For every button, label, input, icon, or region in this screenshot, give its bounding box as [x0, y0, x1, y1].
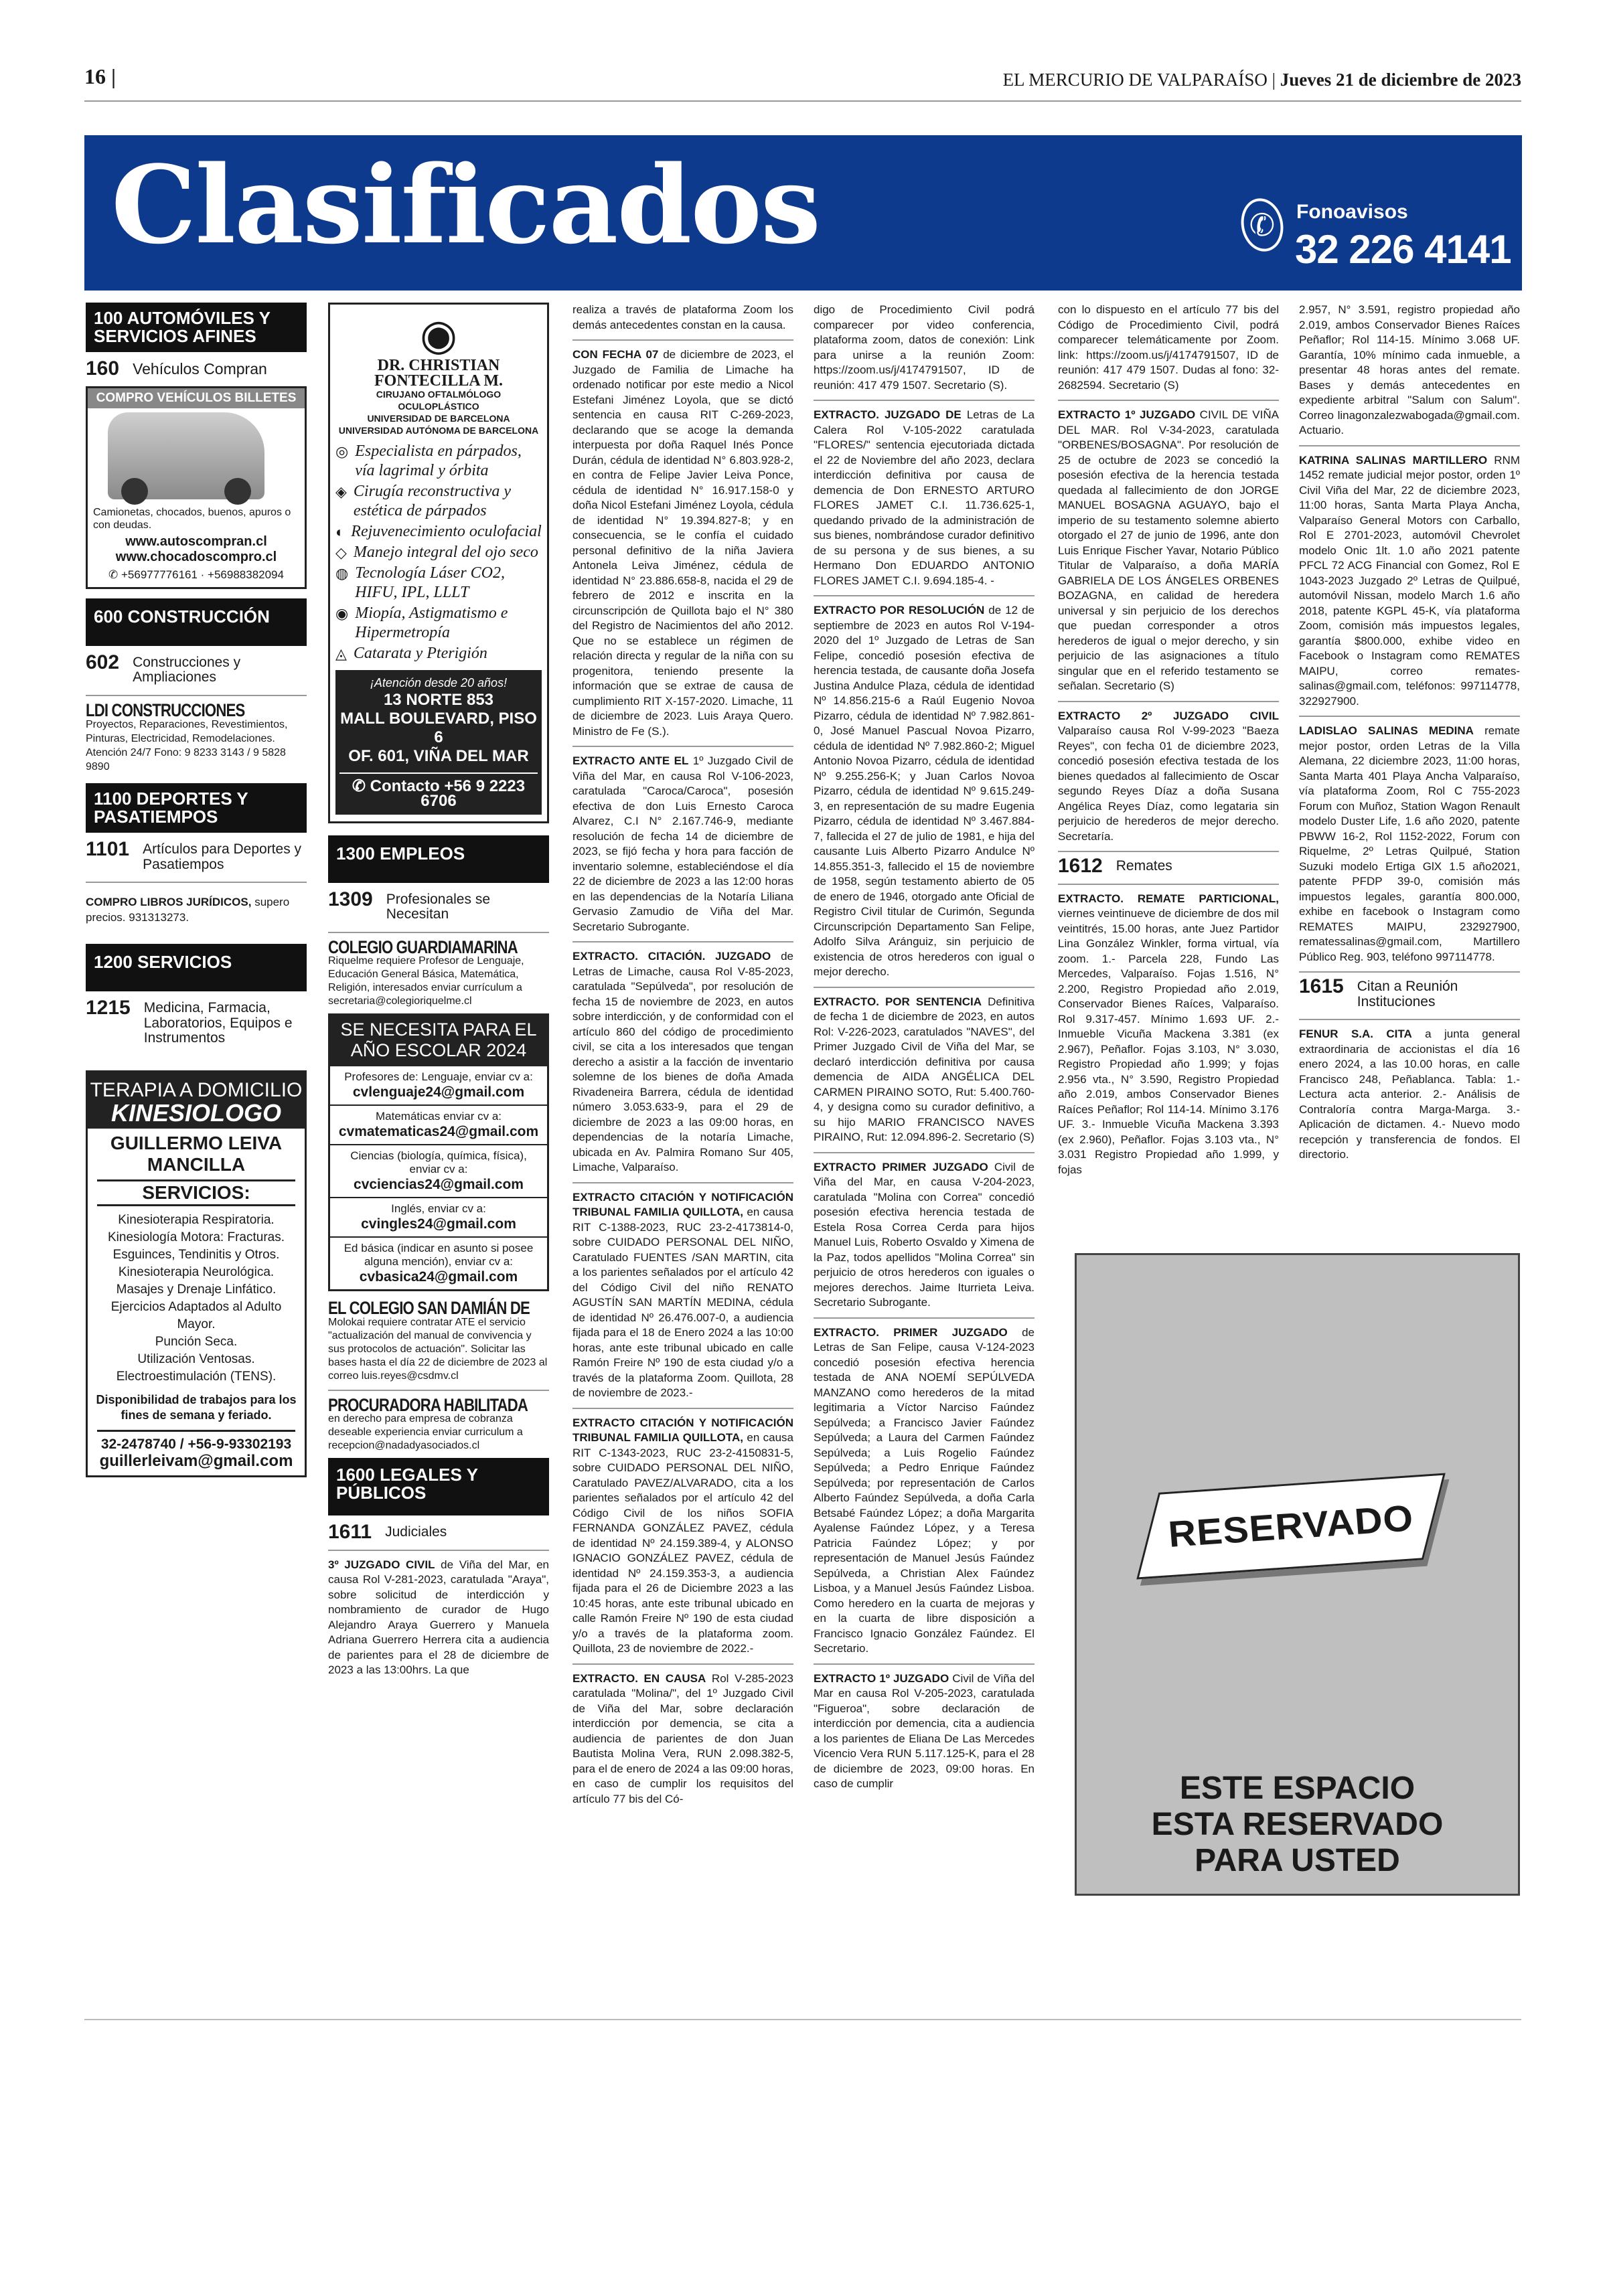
divider	[572, 339, 793, 341]
divider	[1299, 1019, 1520, 1020]
dr-service-item	[335, 564, 542, 602]
notice-body: de Viña del Mar, en causa Rol V-281-2023, caratulada "Araya", sobre solicitud de interdicción y nombramiento de curador de Hugo Alejandro Araya Guerrero y Manuela Adriana Guerrero Herrera cita a audiencia de parientes para el 28 de diciembre de 2023 a las 13:00hrs. La que	[328, 1558, 550, 1676]
necesita-subject: Matemáticas enviar cv a:	[375, 1110, 502, 1123]
legal-notice	[572, 754, 793, 934]
divider	[1299, 716, 1520, 717]
column-4	[814, 303, 1035, 1797]
divider	[572, 1663, 793, 1665]
subsection-1612	[1058, 855, 1279, 877]
notice-body: de Letras de Limache, causa Rol V-85-2023, caratulada "Sepúlveda", por resolución de fecha 15 de noviembre de 2023, en autos sobre interdicción, y de conformidad con el artículo 860 del código de procedimiento civil, se cita a los interesados que tengan derecho a asistir a la facción de inventario solemne de los bienes de doña Amada Rivadeneira Barrera, cédula de identidad número 3.053.633-9, para el 29 de diciembre de 2023 a las 09:00 horas, en dependencias de la notaría Limache, ubicada en Av. Palmira Romano Sur 405, Limache, Valparaíso.	[572, 950, 793, 1173]
legal-notice	[1058, 408, 1279, 694]
kine-banner-line1: TERAPIA A DOMICILIO	[90, 1078, 303, 1101]
divider	[814, 987, 1035, 988]
dr-service-item	[335, 442, 542, 481]
dr-contact	[339, 772, 538, 809]
necesita-email[interactable]: cvbasica24@gmail.com	[359, 1269, 518, 1285]
notice-head: KATRINA SALINAS MARTILLERO	[1299, 453, 1488, 467]
masthead	[1003, 70, 1521, 90]
notice-head: 3º JUZGADO CIVIL	[328, 1558, 435, 1571]
legal-notice	[814, 408, 1035, 588]
subsection-title: Remates	[1116, 858, 1172, 874]
notice-body: Civil de Viña del Mar, en causa V-204-2023, caratulada "Molina con Correa" concedió posesión efectiva herencia testada de Estela Rosa Correa Cerda para hijos Manuel Luis, Roberto Osvaldo y Ximena de la Paz, todos apellidos "Molina Correa" sin perjuicio de otros herederos con iguales o mejores derechos. Jaime Iturrieta Leiva. Secretario Subrogante.	[814, 1160, 1035, 1309]
damian-title: EL COLEGIO SAN DAMIÁN DE	[328, 1298, 530, 1318]
divider	[97, 1204, 295, 1206]
top-rule	[84, 100, 1521, 102]
kine-service-item: Kinesiología Motora: Fracturas.	[107, 1230, 285, 1244]
subsection-number: 160	[86, 357, 120, 380]
kine-service-item: Esguinces, Tendinitis y Otros.	[112, 1248, 280, 1262]
dr-addr1: 13 NORTE 853	[383, 690, 494, 709]
divider	[814, 595, 1035, 596]
fenur-notice	[1299, 1027, 1520, 1163]
subsection-number: 602	[86, 651, 120, 673]
car-ad-web2[interactable]: www.chocadoscompro.cl	[115, 550, 277, 564]
kine-service-item: Kinesioterapia Neurológica.	[118, 1265, 275, 1279]
notice-head: EXTRACTO 1º JUZGADO	[814, 1671, 949, 1685]
section-banner	[84, 135, 1522, 291]
column-3	[572, 303, 793, 1812]
section-1200: 1200 SERVICIOS	[86, 944, 307, 991]
divider	[572, 941, 793, 942]
dr-service-text: Manejo integral del ojo seco	[353, 544, 538, 561]
car-ad-web1[interactable]: www.autoscompran.cl	[125, 534, 267, 549]
dr-service-item	[335, 543, 542, 562]
necesita-subject: Profesores de: Lenguaje, enviar cv a:	[344, 1070, 533, 1083]
section-1600: 1600 LEGALES Y PÚBLICOS	[328, 1458, 549, 1515]
dr-addr2: MALL BOULEVARD, PISO 6	[340, 709, 537, 746]
section-1300: 1300 EMPLEOS	[328, 835, 549, 883]
reserved-ad-space	[1075, 1253, 1520, 1896]
notice-head: EXTRACTO CITACIÓN Y NOTIFICACIÓN TRIBUNAL FAMILIA QUILLOTA,	[572, 1190, 793, 1218]
subsection-602	[86, 651, 307, 685]
necesita-email[interactable]: cvingles24@gmail.com	[361, 1216, 516, 1232]
car-photo	[108, 412, 264, 499]
column-5-notices	[1058, 303, 1279, 844]
divider	[86, 882, 307, 883]
doctor-ad	[328, 303, 549, 823]
notice-body: en causa RIT C-1388-2023, RUC 23-2-4173814-0, sobre CUIDADO PERSONAL DEL NIÑO, Caratulado FUENTES /SAN MARTIN, cita a los parientes señalados por el artículo 42 del Código Civil del niño RENATO AGUSTÍN SAN MARTÍN MEDINA, cédula de identidad Nº 26.476.007-0, a audiencia fijada para el 18 de Enero 2024 a las 10:00 horas, ante este tribunal ubicado en calle Ramón Freire Nº 190 de esta ciudad y/o a través de la plataforma Zoom. Quillota, 28 de noviembre de 2023.-	[572, 1206, 793, 1399]
notice-head: EXTRACTO. POR SENTENCIA	[814, 995, 982, 1008]
divider	[86, 695, 307, 696]
notice-body: con lo dispuesto en el artículo 77 bis del Código de Procedimiento Civil, podrá comparecer telemáticamente por Zoom. link: https://zoom.us/j/4174791507, ID de reunión: 417 479 1507. Dudas al fono: 32-2682594. Secretario (S)	[1058, 303, 1279, 392]
reserved-line1: ESTE ESPACIO	[1179, 1771, 1415, 1806]
fonoavisos-number: 32 226 4141	[1295, 227, 1511, 272]
divider	[328, 932, 549, 933]
notice-head: EXTRACTO PRIMER JUZGADO	[814, 1160, 988, 1173]
legal-notice	[814, 603, 1035, 980]
subsection-title: Judiciales	[385, 1524, 447, 1540]
dr-service-text: Cirugía reconstructiva y estética de párpados	[353, 483, 511, 519]
necesita-subject: Ciencias (biología, química, física), enviar cv a:	[350, 1149, 527, 1175]
subsection-number: 1101	[86, 838, 130, 860]
kine-service-item: Utilización Ventosas.	[137, 1352, 255, 1366]
divider	[814, 400, 1035, 401]
car-ad-phones: ✆ +56977776161 · +56988382094	[108, 568, 284, 581]
legal-notice	[1299, 453, 1520, 710]
bottom-rule	[84, 2019, 1521, 2020]
judicial-notice	[328, 1558, 549, 1678]
legal-notice	[814, 995, 1035, 1145]
notice-head: EXTRACTO. JUZGADO DE	[814, 408, 962, 421]
issue-date: Jueves 21 de diciembre de 2023	[1280, 70, 1521, 90]
notice-body: Civil de Viña del Mar en causa Rol V-205-2023, caratulada "Figueroa", sobre declaración de interdicción por demencia, cita a audiencia a los parientes de Eliana De Las Mercedes Vicencio Vera RUN 5.117.125-K, para el 28 de diciembre de 2023, 09:00 horas. En caso de cumplir	[814, 1671, 1035, 1790]
legal-notice	[572, 1190, 793, 1401]
dr-sub1: CIRUJANO OFTALMÓLOGO OCULOPLÁSTICO	[376, 389, 502, 412]
legal-notice	[1058, 303, 1279, 393]
necesita-item	[330, 1065, 547, 1104]
subsection-title: Construcciones y Ampliaciones	[133, 654, 241, 685]
paper-name: EL MERCURIO DE VALPARAÍSO |	[1002, 70, 1276, 90]
dr-years: ¡Atención desde 20 años!	[370, 676, 508, 689]
divider	[1058, 400, 1279, 401]
car-buy-ad	[86, 386, 307, 589]
dr-service-item	[335, 604, 542, 643]
notice-body: RNM 1452 remate judicial mejor postor, orden 1º Civil Viña del Mar, 22 de diciembre 2023, 11:00 horas, Santa Marta Playa Ancha, Valparaíso General Motors con Carballo, Rol E 2701-2023, automóvil Chevrolet modelo Onic 1lt. 1.0 año 2021 patente PFCL 72 ACG Financial con Gomez, Rol E 1043-2023 Juzgado 2º Letras de Quilpué, automóvil Nissan, modelo March 1.6 año 2018, patente KGPL 45-K, vía plataforma Zoom, comisión más impuestos legales, garantía $800.000, exhibe video en Facebook o Instagram como REMATES MAIPU, correo remates-salinas@gmail.com, teléfonos: 997114778, 322927900.	[1299, 453, 1520, 708]
kine-note: Disponibilidad de trabajos para los fines de semana y feriado.	[96, 1393, 297, 1422]
kine-service-item: Masajes y Drenaje Linfático.	[116, 1283, 277, 1297]
car-ad-text: Camionetas, chocados, buenos, apuros o con deudas.	[93, 507, 291, 531]
column-6-notices	[1299, 303, 1520, 965]
phone-icon: ✆	[1236, 194, 1288, 255]
notice-head: CON FECHA 07	[572, 348, 659, 361]
ldi-title: LDI CONSTRUCCIONES	[86, 700, 245, 720]
necesita-item	[330, 1144, 547, 1197]
notice-body: remate mejor postor, orden Letras de la Villa Alemana, 22 diciembre 2023, 11:00 horas, Santa Marta 401 Playa Ancha Valparaíso, vía plataforma Zoom, Rol C 755-2023 Forum con Muñoz, Station Wagon Renault modelo Duster Life, 1.6 año 2020, patente PBWW 16-2, Rol 1152-2022, Forum con Riquelme, 2º Letras Quilpué, Station Suzuki modelo Ertiga GlX 1.5 año2021, patente PFDP 39-0, comisión más impuestos legales, garantía 800.000, exhibe en facebook o Instagram como REMATES MAIPU, 232927900, rematessalinas@gmail.com, Martillero Público Reg. 903, teléfono 997114778.	[1299, 724, 1520, 963]
ldi-text: Proyectos, Reparaciones, Revestimientos, Pinturas, Electricidad, Remodelaciones. Atención 24/7 Fono: 9 8233 3143 / 9 5828 9890	[86, 719, 288, 772]
legal-notice	[1299, 303, 1520, 438]
necesita-subject: Inglés, enviar cv a:	[391, 1202, 486, 1215]
column-1	[86, 303, 307, 1477]
dr-service-text: Rejuvenecimiento oculofacial	[351, 523, 542, 540]
legal-notice	[1058, 709, 1279, 845]
notice-body: de 12 de septiembre de 2023 en autos Rol V-194-2020 del 1º Juzgado de Letras de San Felipe, concedió posesión efectiva de herencia testada, de causante doña Josefa Justina Andulce Plaza, cédula de identidad Nº 14.856.215-6 a Raúl Eugenio Novoa Pizarro, cédula de identidad Nº 7.982.861-0, José Manuel Pascual Novoa Pizarro, cédula de identidad Nº 7.982.860-2; Miguel Antonio Novoa Pizarro, cédula de identidad Nº 9.255.256-K; y Juan Carlos Novoa Pizarro, cédula de identidad Nº 9.615.249-3, en representación de su madre Eugenia Pizarro, cédula de identidad Nº 3.467.884-7, fallecida el 27 de julio de 1981, e hija del causante Luis Alberto Pizarro Andulce Nº 14.855.351-3, fallecido el 15 de noviembre de 1958, según testamento abierto de 05 de enero de 1946, otorgado ante Oficial de Registro Civil titular de Curimón, Segunda Circunscripción Departamento San Felipe, Adolfo Silva Aránguiz, sin perjuicio de existencia de otros herederos con igual o mejor derecho.	[814, 604, 1035, 978]
wheel-icon	[121, 478, 148, 505]
section-600: 600 CONSTRUCCIÓN	[86, 598, 307, 646]
notice-body: 1º Juzgado Civil de Viña del Mar, en causa Rol V-106-2023, caratulada "Caroca/Caroca", posesión efectiva de don Luis Ernesto Caroca Alvarez, C.I N° 2.167.746-9, mediante resolución de fecha 14 de diciembre de 2023, se fijó fecha y hora para facción de inventario solemne, estableciéndose el día 22 de diciembre de 2023 a las 12:00 horas en las dependencias de la Notaría Liliana Gervasio Zamudio de Viña del Mar. Secretario Subrogante.	[572, 754, 793, 933]
dr-sub3: UNIVERSIDAD AUTÓNOMA DE BARCELONA	[338, 425, 539, 436]
kine-service-item: Electroestimulación (TENS).	[116, 1370, 277, 1384]
kine-email[interactable]: guillerleivam@gmail.com	[99, 1451, 293, 1470]
subsection-title: Medicina, Farmacia, Laboratorios, Equipos e Instrumentos	[143, 1000, 293, 1046]
eye-icon: ◉	[420, 311, 457, 359]
divider	[328, 1390, 549, 1391]
divider	[1058, 851, 1279, 852]
reserved-message	[1077, 1771, 1518, 1879]
divider	[1058, 884, 1279, 885]
notice-head: EXTRACTO ANTE EL	[572, 754, 689, 767]
dr-service-text: Catarata y Pterigión	[353, 645, 487, 662]
remate-notice	[1058, 892, 1279, 1178]
notice-body: 2.957, N° 3.591, registro propiedad año 2.019, ambos Conservador Bienes Raíces Peñaflor; Rol 114-15. Mínimo 3.068 UF. Garantía, 10% mínimo cada inmueble, a presentar 48 horas antes del remate. Bases y demás antecedentes en expediente arbitral "Salum con Salum". Correo linagonzalezwabogada@gmail.com. Actuario.	[1299, 303, 1520, 436]
notice-body: realiza a través de plataforma Zoom los demás antecedentes constan en la causa.	[572, 303, 793, 331]
legal-notice	[572, 949, 793, 1175]
notice-head: EXTRACTO CITACIÓN Y NOTIFICACIÓN TRIBUNAL FAMILIA QUILLOTA,	[572, 1416, 793, 1444]
subsection-number: 1309	[328, 888, 373, 910]
legal-notice	[572, 1671, 793, 1807]
guardia-text: Riquelme requiere Profesor de Lenguaje, Educación General Básica, Matemática, Religión, interesados enviar currículum a secretaria@colegioriquelme.cl	[328, 955, 524, 1007]
divider	[814, 1663, 1035, 1665]
kine-banner	[88, 1072, 305, 1129]
kine-services-title: SERVICIOS:	[142, 1181, 250, 1203]
subsection-number: 1215	[86, 997, 131, 1019]
kine-service-item: Kinesioterapia Respiratoria.	[118, 1213, 275, 1227]
service-bullet-icon: ◐	[335, 523, 345, 540]
dr-address-block	[335, 670, 542, 815]
subsection-1215	[86, 997, 307, 1046]
subsection-1611	[328, 1521, 549, 1543]
notice-body: en causa RIT C-1343-2023, RUC 23-2-4150831-5, sobre CUIDADO PERSONAL DEL NIÑO, Caratulado PAVEZ/ALVARADO, cita a los parientes señalados por el artículo 42 del Código Civil de los niños SOFIA FERNANDA GONZÁLEZ PAVEZ, cédula de identidad Nº 24.159.389-4, y ALONSO IGNACIO GONZÁLEZ PAVEZ, cédula de identidad Nº 24.159.353-3, a audiencia fijada para el 26 de Diciembre 2023 a las 10:45 horas, ante este tribunal ubicado en calle Ramón Freire Nº 190 de esta ciudad y/o a través de la plataforma zoom. Quillota, 23 de noviembre de 2022.-	[572, 1431, 793, 1655]
notice-head: FENUR S.A. CITA	[1299, 1028, 1412, 1040]
subsection-1615	[1299, 975, 1520, 1009]
section-100: 100 AUTOMÓVILES Y SERVICIOS AFINES	[86, 303, 307, 352]
divider	[328, 1550, 549, 1551]
dr-service-text: Tecnología Láser CO2, HIFU, IPL, LLLT	[355, 564, 506, 601]
section-1100: 1100 DEPORTES Y PASATIEMPOS	[86, 783, 307, 833]
notice-body: Rol V-285-2023 caratulada "Molina/", del 1º Juzgado Civil de Viña del Mar, sobre declaración interdicción por demencia, se cita a audiencia de parientes de don Juan Bautista Molina Vera, RUN 2.098.382-5, para el de enero de 2024 a las 09:00 horas, en caso de cumplir los requisitos del artículo 77 bis del Có-	[572, 1671, 793, 1805]
kine-service-item: Punción Seca.	[155, 1335, 238, 1349]
subsection-title: Citan a Reunión Instituciones	[1357, 979, 1458, 1009]
divider	[1299, 445, 1520, 446]
column-6	[1299, 303, 1520, 1168]
service-bullet-icon: ◍	[335, 565, 349, 582]
notice-body: Valparaíso causa Rol V-99-2023 "Baeza Reyes", con fecha 01 de diciembre 2023, concedió posesión efectiva testada de los bienes quedados al fallecimiento de Oscar segundo Reyes Díaz a doña Susana Angélica Reyes Díaz, como legataria sin perjuicio de herederos de mejor derecho. Secretaría.	[1058, 724, 1279, 843]
guardia-title: COLEGIO GUARDIAMARINA	[328, 936, 518, 957]
notice-body: CIVIL DE VIÑA DEL MAR. Rol V-34-2023, caratulada "ORBENES/BOSAGNA". Por resolución de 25 de octubre de 2023 se concedió la posesión efectiva de la herencia testada quedada al fallecimiento de don JORGE MANUEL BOSAGNA AGUAYO, bajo el imperio de su testamento solemne abierto otorgado el 27 de junio de 1996, ante don Luis Enrique Fischer Yavar, Notario Público Titular de Valparaíso, a doña MARÍA GABRIELA DE LOS ÁNGELES ORBENES BOZAGNA, en calidad de heredera universal y sin perjuicio de los derechos que puedan corresponder a otros herederos de igual o mejor derecho, y sin perjuicio de las asignaciones a título singular que en el referido testamento se señalan. Secretario (S)	[1058, 408, 1279, 692]
page-number: 16 |	[84, 64, 117, 88]
kine-services-list	[88, 1212, 305, 1386]
dr-contact-text: Contacto +56 9 2223 6706	[370, 776, 526, 810]
car-ad-title: COMPRO VEHÍCULOS BILLETES	[88, 388, 305, 409]
necesita-item	[330, 1104, 547, 1144]
necesita-list	[330, 1065, 547, 1289]
kine-name: GUILLERMO LEIVA MANCILLA	[110, 1132, 283, 1175]
dr-addr3: OF. 601, VIÑA DEL MAR	[348, 746, 529, 765]
reserved-sign	[1136, 1473, 1446, 1580]
divider	[1058, 701, 1279, 702]
reserved-line2: ESTA RESERVADO	[1151, 1807, 1444, 1842]
notice-head: EXTRACTO POR RESOLUCIÓN	[814, 604, 985, 617]
libros-head: COMPRO LIBROS JURÍDICOS,	[86, 896, 252, 908]
service-bullet-icon: ◇	[335, 544, 347, 561]
notice-head: EXTRACTO. PRIMER JUZGADO	[814, 1325, 1008, 1339]
fonoavisos-label: Fonoavisos	[1296, 201, 1408, 223]
subsection-title: Artículos para Deportes y Pasatiempos	[143, 841, 302, 872]
divider	[814, 1152, 1035, 1153]
service-bullet-icon: ◉	[335, 605, 349, 622]
dr-name: DR. CHRISTIAN FONTECILLA M.	[374, 357, 504, 390]
kine-banner-line2: KINESIOLOGO	[110, 1098, 282, 1127]
subsection-1309	[328, 888, 549, 922]
damian-text: Molokai requiere contratar ATE el servicio "actualización del manual de convivencia y sus protocolos de actuación". Solicitar las bases hasta el día 22 de diciembre de 2023 al correo luis.reyes@csdmv.cl	[328, 1316, 548, 1382]
subsection-160	[86, 357, 307, 380]
procu-text: en derecho para empresa de cobranza deseable experiencia enviar curriculum a recepcion@nadadyasociados.cl	[328, 1413, 523, 1451]
legal-notice	[572, 347, 793, 739]
dr-service-text: Especialista en párpados, vía lagrimal y órbita	[355, 442, 522, 479]
legal-notice	[1299, 724, 1520, 965]
wheel-icon	[224, 478, 251, 505]
legal-notice	[814, 1160, 1035, 1311]
subsection-number: 1615	[1299, 975, 1344, 997]
necesita-email[interactable]: cvciencias24@gmail.com	[354, 1177, 524, 1192]
necesita-title: SE NECESITA PARA EL AÑO ESCOLAR 2024	[330, 1015, 547, 1065]
column-5	[1058, 303, 1279, 1183]
notice-head: EXTRACTO. EN CAUSA	[572, 1671, 706, 1685]
subsection-number: 1612	[1058, 855, 1103, 877]
notice-body: Definitiva de fecha 1 de diciembre de 2023, en autos Rol: V-226-2023, caratulados "NAVES", del Primer Juzgado Civil de Viña del Mar, se declaró interdicción definitiva por causa demencia de AIDA ANGÉLICA DEL CARMEN PIRAINO SOTO, Rut: 5.400.760-4, y designa como su curador definitivo, a su hijo MARIO FRANCISCO NAVES PIRAINO, Rut: 12.094.896-2. Secretario (S)	[814, 995, 1035, 1143]
dr-service-item	[335, 482, 542, 521]
necesita-email[interactable]: cvmatematicas24@gmail.com	[338, 1124, 539, 1139]
notice-head: EXTRACTO. REMATE PARTICIONAL,	[1058, 892, 1279, 905]
legal-notice	[814, 1325, 1035, 1657]
necesita-item	[330, 1197, 547, 1236]
notice-head: LADISLAO SALINAS MEDINA	[1299, 724, 1474, 737]
column-2	[328, 303, 549, 1684]
notice-head: EXTRACTO 1º JUZGADO	[1058, 408, 1196, 421]
legal-notice	[814, 303, 1035, 393]
necesita-item	[330, 1236, 547, 1289]
subsection-title: Vehículos Compran	[133, 360, 267, 378]
notice-body: viernes veintinueve de diciembre de dos mil veintitrés, 15.00 horas, ante Juez Partidor Lina González Winkler, forma virtual, vía zoom. 1.- Parcela 228, Fundo Las Mercedes, Valparaíso. Fojas 1.516, N° 2.200, Registro Propiedad año 2.019, Conservador Bienes Raíces, Valparaíso. Rol 9.317-457. Mínimo 1.693 UF. 2.- Inmueble Vicuña Mackena 3.381 (ex 2.967), Peñaflor. Fojas 3.103, N° 3.030, Registro Propiedad año 1.999; y fojas 2.956 vta., N° 3.590, Registro Propiedad año 2.019, ambos Conservador Bienes Raíces Peñaflor; Rol 114-14. Mínimo 3.176 UF. 3.- Inmueble Vicuña Mackena 3.393 (ex 2.960), Peñaflor. Fojas 3.103 vta., N° 3.031 Registro Propiedad año 1.999, y fojas	[1058, 907, 1279, 1176]
phone-icon: ✆	[352, 776, 370, 795]
divider	[572, 1408, 793, 1409]
service-bullet-icon: ◈	[335, 483, 347, 500]
subsection-title: Profesionales se Necesitan	[386, 891, 491, 922]
notice-body: de diciembre de 2023, el Juzgado de Familia de Limache ha ordenado notificar por este medio a Nicol Estefani Jiménez Loyola, que se dictó sentencia en causa RIT C-269-2023, declarando que se acoge la demanda interpuesta por doña Raquel Inés Ponce Durán, cédula de identidad N° 6.803.928-2, en contra de Felipe Javier Leiva Ponce, cédula de identidad N° 16.917.158-0 y doña Nicol Estefani Jiménez Loyola, cédula de identidad N° 19.394.827-8; y en consecuencia, se le confía el cuidado personal definitivo de la niña Javiera Antonela Leiva Jiménez, cédula de identidad N° 23.886.658-8, nacida el 29 de febrero de 2012 e inscrita en la circunscripción de Quillota bajo el N° 380 del Registro de Nacimientos del año 2012. Que no se establece un régimen de relación directa y regular de la niña con su progenitora, teniendo presente la información que se extrae de causa de cumplimiento RIT X-157-2020. Limache, 11 de diciembre de 2023. Luis Araya Quero. Ministro de Fe (S.).	[572, 348, 793, 738]
libros-text: supero precios. 931313273.	[86, 896, 290, 924]
notice-body: de Letras de San Felipe, causa V-124-2023 concedió posesión efectiva herencia testada de ANA NOEMÍ SEPÚLVEDA MANZANO como herederos de la mitad legitimaria a Víctor Narciso Faúndez Sepúlveda; a Francisco Javier Faúndez Sepúlveda; a Laura del Carmen Faúndez Sepúlveda; a Luis Rogelio Faúndez Sepúlveda; a Pedro Enrique Faúndez Sepúlveda; por representación de Carlos Alberto Faúndez Sepúlveda, a doña Carla Betsabé Faúndez López; a doña Margarita Ayalense Faúndez López, y a Teresa Patricia Faúndez López; y por representación de Manuel Jesús Faúndez Sepúlveda, a Christian Alex Faúndez Lisboa, y a Manuel Jesús Faúndez Lisboa. Como heredero en la cuarta de mejoras y en la cuarta de libre disposición a Francisco Ignacio González Faúndez. El Secretario.	[814, 1325, 1035, 1655]
notice-body: a junta general extraordinaria de accionistas el día 16 enero 2024, a las 10.00 horas, en calle Francisco 248, Peñablanca. Tabla: 1.- Lectura acta anterior. 2.- Análisis de Contraloría contra Marga-Marga. 3.- Aplicación de dictamen. 4.- Nuevo modo recepción y transferencia de fondos. El directorio.	[1299, 1028, 1520, 1161]
dr-service-item	[335, 522, 542, 542]
notice-head: EXTRACTO 2º JUZGADO CIVIL	[1058, 709, 1279, 722]
dr-sub2: UNIVERSIDAD DE BARCELONA	[367, 413, 510, 424]
divider	[572, 1182, 793, 1183]
procu-title: PROCURADORA HABILITADA	[328, 1394, 528, 1415]
service-bullet-icon: ◬	[335, 645, 347, 662]
notice-body: digo de Procedimiento Civil podrá comparecer por video conferencia, plataforma zoom, datos de conexión: Link para unirse a la reunión Zoom: https://zoom.us/j/4174791507, ID de reunión: 417 479 1507. Secretario (S).	[814, 303, 1035, 392]
notice-body: Letras de La Calera Rol V-105-2022 caratulada "FLORES/" sentencia ejecutoriada dictada el 22 de Noviembre del año 2023, declara interdicción definitiva por causa de demencia de Don ERNESTO ARTURO FLORES JAMET C.I. 11.736.625-1, quedando privado de la administración de sus bienes, nombrándose curador definitivo de su persona y de sus bienes, a su Hermano Don EDUARDO ANTONIO FLORES JAMET C.I. 9.694.185-4. -	[814, 408, 1035, 587]
necesita-email[interactable]: cvlenguaje24@gmail.com	[352, 1084, 525, 1100]
dr-services-list	[335, 442, 542, 663]
service-bullet-icon: ◎	[335, 443, 349, 460]
kine-service-item: Ejercicios Adaptados al Adulto Mayor.	[110, 1300, 282, 1331]
dr-service-text: Miopía, Astigmatismo e Hipermetropía	[355, 604, 508, 641]
legal-notice	[572, 1416, 793, 1657]
divider	[572, 746, 793, 747]
libros-ad	[86, 895, 307, 925]
notice-head: EXTRACTO. CITACIÓN. JUZGADO	[572, 950, 771, 963]
necesita-ad	[328, 1013, 549, 1291]
reserved-sign-text: RESERVADO	[1166, 1497, 1415, 1555]
divider	[814, 1317, 1035, 1319]
subsection-1101	[86, 838, 307, 872]
kine-phones: 32-2478740 / +56-9-93302193	[100, 1437, 292, 1452]
kinesiologo-ad	[86, 1070, 307, 1478]
divider	[1299, 971, 1520, 973]
section-title: Clasificados	[111, 142, 820, 268]
subsection-number: 1611	[328, 1521, 372, 1543]
legal-notice	[814, 1671, 1035, 1792]
dr-service-item	[335, 644, 542, 663]
legal-notice	[572, 303, 793, 333]
necesita-subject: Ed básica (indicar en asunto si posee alguna mención), enviar cv a:	[343, 1242, 534, 1268]
reserved-line3: PARA USTED	[1195, 1843, 1400, 1878]
